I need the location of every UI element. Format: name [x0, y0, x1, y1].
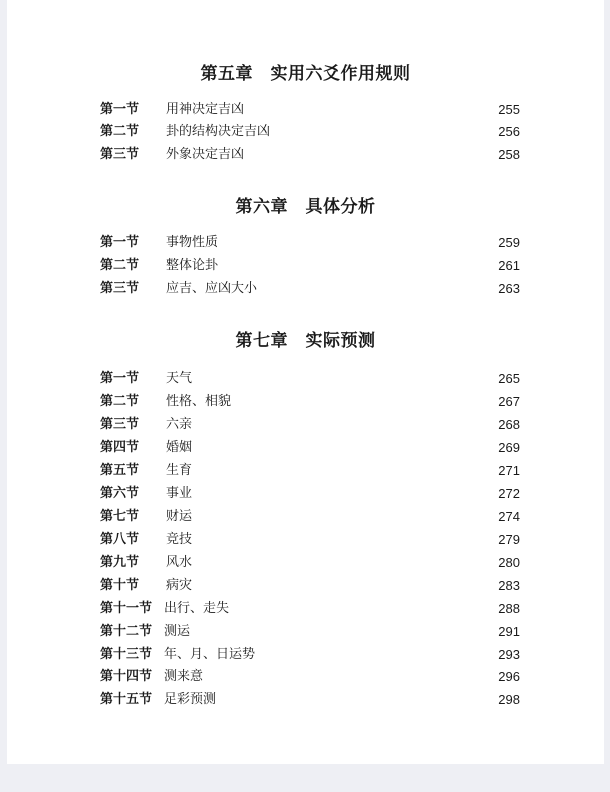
section-label: 第一节 [100, 371, 140, 386]
chapter-6-title: 第六章 具体分析 [235, 197, 376, 217]
toc-row[interactable] [100, 122, 520, 142]
section-page-number: 272 [498, 486, 520, 501]
section-title: 卦的结构决定吉凶 [166, 124, 271, 139]
document-page [7, 0, 604, 764]
toc-row[interactable] [100, 667, 520, 687]
toc-row[interactable] [100, 576, 520, 596]
section-label: 第二节 [100, 124, 140, 139]
section-label: 第三节 [100, 281, 140, 296]
section-title: 测运 [164, 624, 191, 639]
section-page-number: 256 [498, 124, 520, 139]
section-page-number: 279 [498, 532, 520, 547]
toc-row[interactable] [100, 279, 520, 299]
section-label: 第十二节 [100, 624, 153, 639]
toc-row[interactable] [100, 553, 520, 573]
section-page-number: 274 [498, 509, 520, 524]
section-title: 应吉、应凶大小 [166, 281, 258, 296]
section-label: 第四节 [100, 440, 140, 455]
section-page-number: 283 [498, 578, 520, 593]
section-title: 风水 [166, 555, 193, 570]
section-title: 竞技 [166, 532, 193, 547]
section-label: 第十三节 [100, 647, 153, 662]
section-label: 第二节 [100, 258, 140, 273]
toc-row[interactable] [100, 622, 520, 642]
section-page-number: 280 [498, 555, 520, 570]
section-title: 事物性质 [166, 235, 219, 250]
section-title: 六亲 [166, 417, 193, 432]
section-label: 第十五节 [100, 692, 153, 707]
toc-row[interactable] [100, 530, 520, 550]
section-label: 第三节 [100, 417, 140, 432]
section-page-number: 268 [498, 417, 520, 432]
section-title: 财运 [166, 509, 193, 524]
section-title: 足彩预测 [164, 692, 217, 707]
section-page-number: 293 [498, 647, 520, 662]
section-label: 第一节 [100, 102, 140, 117]
section-title: 用神决定吉凶 [166, 102, 245, 117]
section-page-number: 258 [498, 147, 520, 162]
section-label: 第二节 [100, 394, 140, 409]
section-title: 病灾 [166, 578, 193, 593]
section-label: 第七节 [100, 509, 140, 524]
toc-row[interactable] [100, 690, 520, 710]
toc-row[interactable] [100, 599, 520, 619]
section-title: 事业 [166, 486, 193, 501]
section-page-number: 269 [498, 440, 520, 455]
section-page-number: 261 [498, 258, 520, 273]
toc-row[interactable] [100, 484, 520, 504]
section-label: 第十一节 [100, 601, 153, 616]
section-page-number: 298 [498, 692, 520, 707]
toc-row[interactable] [100, 145, 520, 165]
section-page-number: 263 [498, 281, 520, 296]
section-title: 年、月、日运势 [164, 647, 256, 662]
section-page-number: 265 [498, 371, 520, 386]
section-label: 第八节 [100, 532, 140, 547]
toc-row[interactable] [100, 369, 520, 389]
section-label: 第五节 [100, 463, 140, 478]
section-page-number: 288 [498, 601, 520, 616]
section-title: 生育 [166, 463, 193, 478]
toc-row[interactable] [100, 645, 520, 665]
toc-row[interactable] [100, 100, 520, 120]
toc-row[interactable] [100, 256, 520, 276]
toc-row[interactable] [100, 233, 520, 253]
section-label: 第一节 [100, 235, 140, 250]
section-page-number: 255 [498, 102, 520, 117]
section-page-number: 271 [498, 463, 520, 478]
section-title: 出行、走失 [164, 601, 230, 616]
section-title: 整体论卦 [166, 258, 219, 273]
toc-row[interactable] [100, 392, 520, 412]
section-label: 第十四节 [100, 669, 153, 684]
section-title: 性格、相貌 [166, 394, 232, 409]
chapter-5-title: 第五章 实用六爻作用规则 [200, 64, 411, 84]
section-label: 第六节 [100, 486, 140, 501]
toc-row[interactable] [100, 415, 520, 435]
section-title: 天气 [166, 371, 193, 386]
section-title: 婚姻 [166, 440, 193, 455]
toc-row[interactable] [100, 507, 520, 527]
section-page-number: 259 [498, 235, 520, 250]
toc-row[interactable] [100, 438, 520, 458]
section-label: 第三节 [100, 147, 140, 162]
section-label: 第十节 [100, 578, 140, 593]
chapter-7-title: 第七章 实际预测 [235, 331, 376, 351]
section-page-number: 296 [498, 669, 520, 684]
section-title: 测来意 [164, 669, 204, 684]
section-page-number: 267 [498, 394, 520, 409]
toc-row[interactable] [100, 461, 520, 481]
section-page-number: 291 [498, 624, 520, 639]
section-label: 第九节 [100, 555, 140, 570]
section-title: 外象决定吉凶 [166, 147, 245, 162]
